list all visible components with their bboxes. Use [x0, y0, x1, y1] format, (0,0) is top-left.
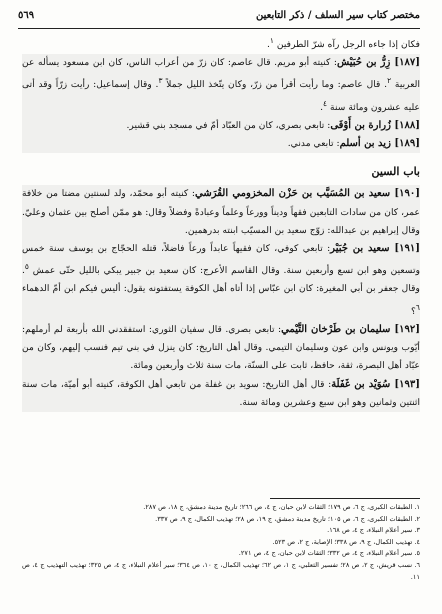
footnotes — [22, 502, 420, 583]
entry-189: [١٨٩] زيد بن أسلم: تابعي مدني. — [22, 135, 420, 153]
footnote: ٤. تهذيب الكمال، ج ٩، ص ٣٣٨؛ الإصابة، ج ٢، ص ٥٢٣. — [272, 537, 420, 546]
paragraph: فكان إذا جاءه الرجل رآه شرّ الطرفين $^١$. — [266, 36, 420, 51]
section-heading: باب السين — [371, 165, 420, 179]
page-number: ٥٦٩ — [18, 10, 35, 21]
footnote-rule — [270, 498, 420, 499]
main-text — [22, 32, 420, 412]
footnote: ٦. نسب قريش، ج ٢، ص ٢٨؛ تفسير الثعلبي، ج ١، ص ٦٢؛ تهذيب الكمال، ج ١٠، ص ٣٦٤؛ سير أعلام النبلاء، ج ٤، ص ٣٢٥؛ تهذيب التهذيب ج ٤، ص ١١. — [22, 560, 420, 581]
footnote: ١. الطبقات الكبرى، ج ٦، ص ١٧٩؛ الثقات لابن حبان، ج ٤، ص ٢٦٦؛ تاريخ مدينة دمشق، ج ١٨، ص ٢٨٧. — [143, 503, 420, 511]
running-header — [18, 10, 420, 26]
entry-188: [١٨٨] زُرارة بن أَوْفَى: تابعي بصري، كان من العبّاد أمّ في مسجد بني قشير. — [22, 117, 420, 135]
entry-190: [١٩٠] سعيد بن المُسَيَّب بن حَزْن المخزومي القُرَشي: كنيته أبو محمّد، ولد لسنتين مضتا من خلافة عمر، كان من سادات التابعين فقهاً وديناً وورعاً وعلماً وعبادةً وفضلاً وقال: هو ممّن أصلح بين عثمان وعليّ. وقال إبراهيم بن عبدالله: زوّج سعيد بن المسيّب ابنته بدرهمين. — [22, 185, 420, 240]
entry-187: [١٨٧] زِرُّ بن حُبَيْش: كنيته أبو مريم. قال عاصم: كان زرّ من أعراب الناس، كان ابن مسعود يسأله عن العربية $^٢$. قال عاصم: وما رأيت أقرأ من زرّ، وكان يتّخذ الليل جملاً $^٣$. وقال إسماعيل: رأيت زرّاً وقد أتى عليه عشرون ومائة سنة $^٤$. — [22, 54, 420, 117]
footnote: ٥. سير أعلام النبلاء، ج ٤، ص ٣٣٢؛ الثقات لابن حبان، ج ٤، ص ٢٧١. — [238, 549, 420, 558]
header-rule — [18, 28, 420, 29]
running-title: مختصر كتاب سير السلف / ذكر التابعين — [256, 10, 420, 21]
entry-191: [١٩١] سعيد بن جُبَيْر: تابعي كوفي، كان فقيهاً عابداً ورعاً فاضلاً، قتله الحجّاج بن يوسف سنة خمس وتسعين وهو ابن تسع وأربعين سنة. وقال القاسم الأعرج: كان سعيد بن جبير يبكي بالليل حتّى عمش $^٥$. وقال جعفر بن أبي المغيرة: كان ابن عبّاس إذا أتاه أهل الكوفة يستفتونه يقول: أليس فيكم ابن أمّ الدهماء $^٦$؟ — [22, 240, 420, 321]
footnote: ٣. سير أعلام النبلاء، ج ٤، ص ١٦٨. — [327, 526, 420, 535]
footnote: ٢. الطبقات الكبرى، ج ٦، ص ١٠٥؛ تاريخ مدينة دمشق، ج ١٩، ص ٢٨؛ تهذيب الكمال، ج ٩، ص ٣٣٧. — [155, 514, 420, 523]
entry-193: [١٩٣] سُوَيْد بن غَفَلَة: قال أهل التاريخ: سويد بن غفلة من تابعي أهل الكوفة، كنيته أبو أميّة، مات سنة اثنتين وثمانين وهو ابن سبع وعشرين ومائة سنة. — [22, 376, 420, 412]
entry-192: [١٩٢] سليمان بن طَرْخان التَّيْمي: تابعي بصري. قال سفيان الثوري: استفقدني الله بأربعة لم أرملهم: أيّوب ويونس وابن عون وسليمان التيمي. وقال أهل التاريخ: كان ينزل في بني تيم فنسب إليهم، وكان من عبّاد أهل البصرة، ثقة، حافظ، ثابت على السنّة، مات سنة ثلاث وأربعين ومائة. — [22, 321, 420, 376]
